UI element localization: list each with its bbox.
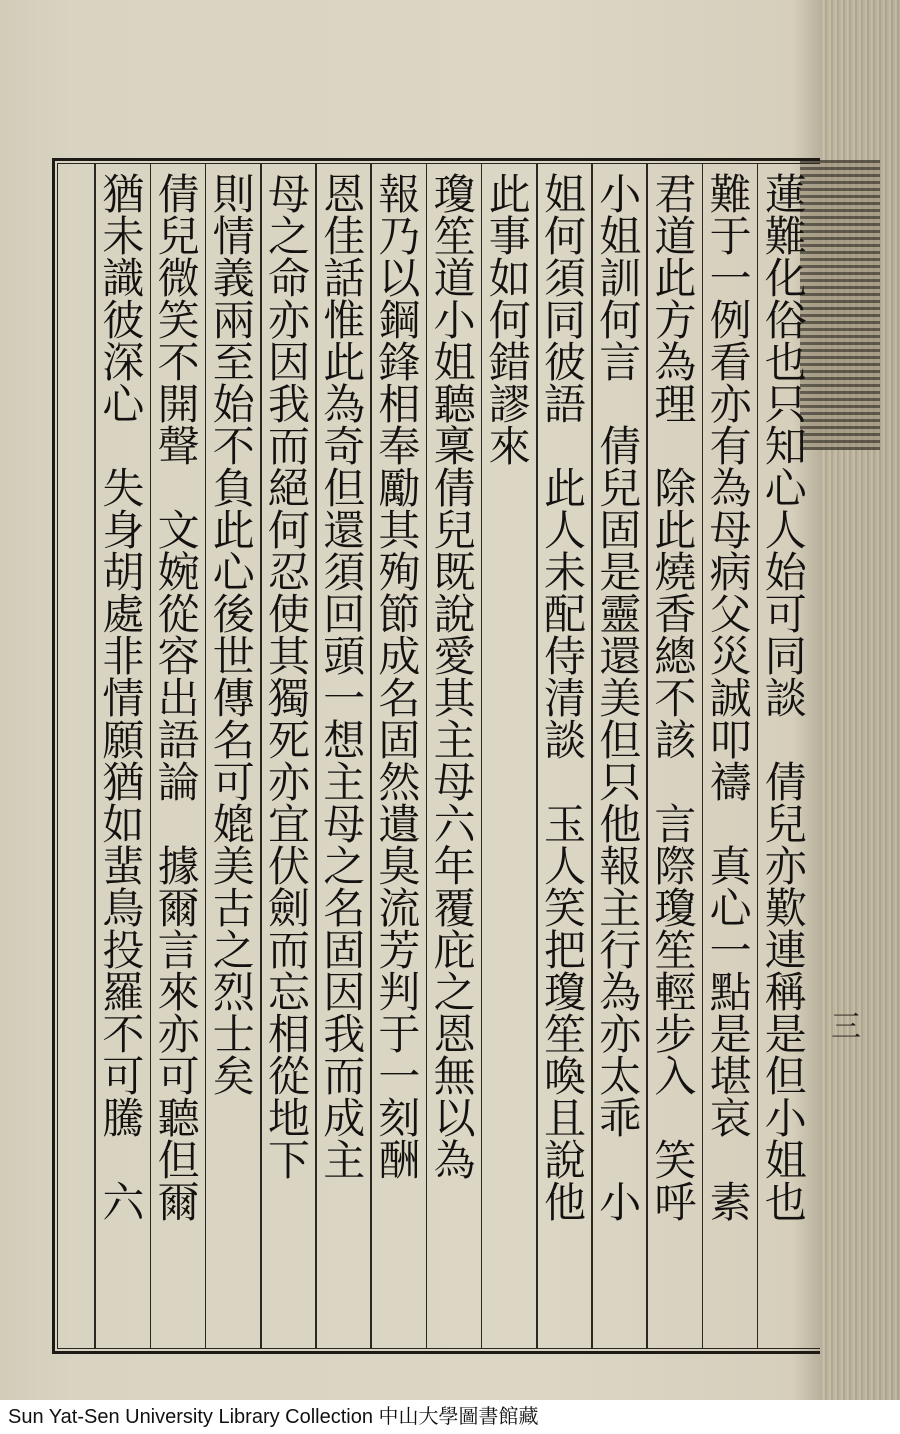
text-column: 姐何須同彼語 此人未配侍清談 玉人笑把瓊笙喚且說他 xyxy=(538,172,587,1222)
text-column: 則情義兩至始不負此心後世傳名可媲美古之烈士矣 xyxy=(206,172,256,1096)
text-column: 小姐訓何言 倩兒固是靈還美但只他報主行為亦太乖 小 xyxy=(593,172,643,1222)
text-column: 猶未識彼深心 失身胡處非情願猶如蜚鳥投羅不可騰 六 xyxy=(96,172,146,1222)
text-column: 報乃以鋼鋒相奉勵其殉節成名固然遺臭流芳判于一刻酬 xyxy=(372,172,422,1180)
collection-footer: Sun Yat-Sen University Library Collection 中山大學圖書館藏 xyxy=(0,1400,900,1434)
text-column: 恩佳話惟此為奇但還須回頭一想主母之名固因我而成主 xyxy=(317,172,367,1180)
text-column: 母之命亦因我而絕何忍使其獨死亦宜伏劍而忘相從地下 xyxy=(262,172,311,1180)
text-column: 倩兒微笑不開聲 文婉從容出語論 據爾言來亦可聽但爾 xyxy=(151,172,201,1222)
text-column: 難于一例看亦有為母病父災誠叩禱 真心一點是堪哀 素 xyxy=(703,172,753,1222)
text-column: 瓊笙道小姐聽稟倩兒既說愛其主母六年覆庇之恩無以為 xyxy=(427,172,477,1180)
text-column: 蓮難化俗也只知心人始可同談 倩兒亦歎連稱是但小姐也 xyxy=(758,172,808,1222)
text-column: 此事如何錯謬來 xyxy=(482,172,532,466)
text-column: 君道此方為理 除此燒香總不該 言際瓊笙輕步入 笑呼 xyxy=(648,172,698,1222)
leaf-marker: 三 xyxy=(825,1010,860,1040)
